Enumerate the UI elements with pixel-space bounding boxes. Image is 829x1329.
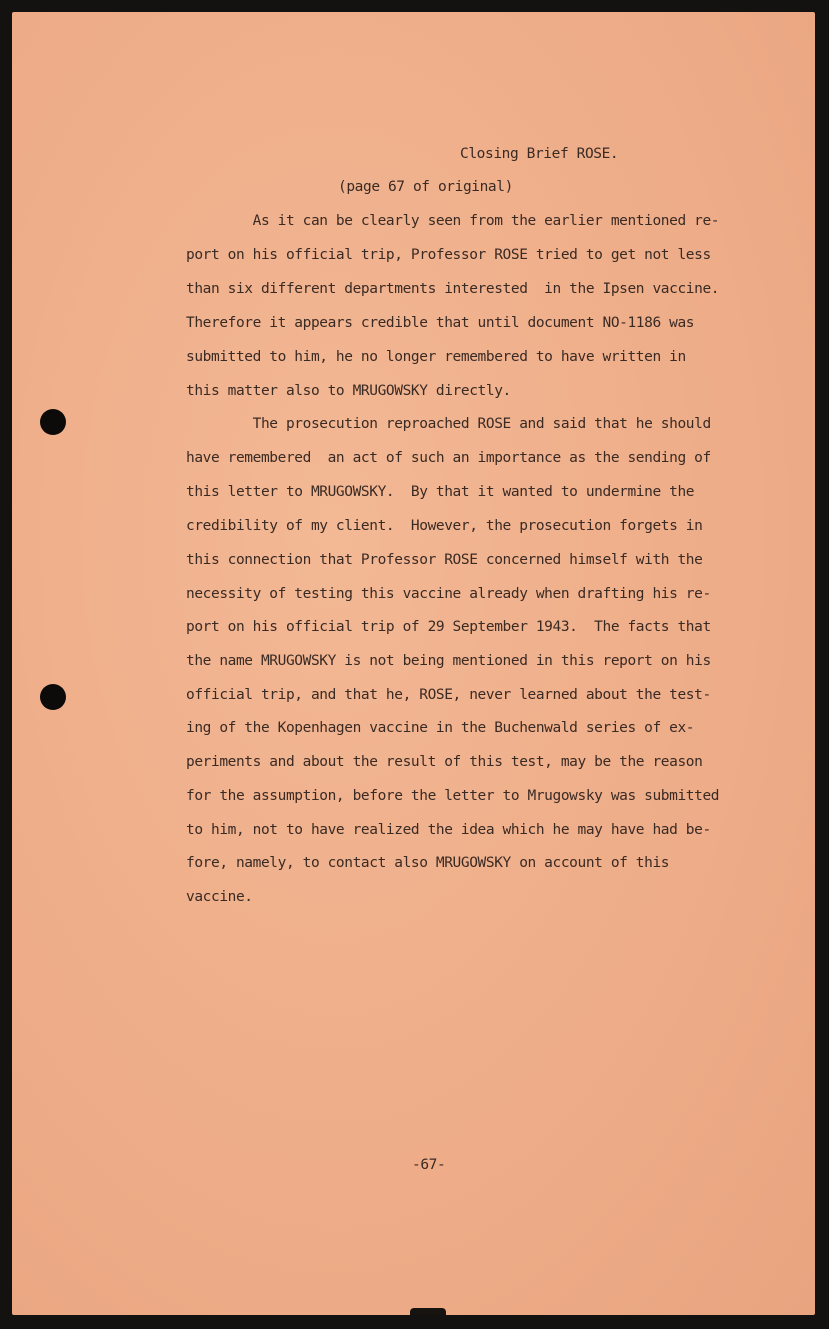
document-page [12,12,815,1315]
binder-tab [410,1308,446,1315]
text-line: The prosecution reproached ROSE and said that he should [186,416,711,432]
text-line: port on his official trip of 29 September 1943. The facts that [186,619,711,635]
text-line: ing of the Kopenhagen vaccine in the Buchenwald series of ex- [186,720,695,736]
text-line: vaccine. [186,889,253,905]
text-line: fore, namely, to contact also MRUGOWSKY on account of this [186,855,670,871]
text-line: to him, not to have realized the idea which he may have had be- [186,822,711,838]
text-line: credibility of my client. However, the prosecution forgets in [186,518,703,534]
text-line: this connection that Professor ROSE concerned himself with the [186,552,703,568]
text-line: this letter to MRUGOWSKY. By that it wanted to undermine the [186,484,695,500]
text-line: the name MRUGOWSKY is not being mentioned in this report on his [186,653,711,669]
document-heading: Closing Brief ROSE. [460,146,619,162]
text-line: port on his official trip, Professor ROSE tried to get not less [186,247,711,263]
text-line: periments and about the result of this test, may be the reason [186,754,703,770]
text-line: official trip, and that he, ROSE, never learned about the test- [186,687,711,703]
punch-hole-upper [40,409,66,435]
text-line: have remembered an act of such an importance as the sending of [186,450,711,466]
text-line: this matter also to MRUGOWSKY directly. [186,383,511,399]
text-line: Therefore it appears credible that until document NO-1186 was [186,315,695,331]
text-line: necessity of testing this vaccine already when drafting his re- [186,586,711,602]
text-line: than six different departments interested in the Ipsen vaccine. [186,281,720,297]
page-number: -67- [412,1157,446,1173]
text-line: As it can be clearly seen from the earlier mentioned re- [186,213,720,229]
text-line: for the assumption, before the letter to Mrugowsky was submitted [186,788,720,804]
punch-hole-lower [40,684,66,710]
document-subheading: (page 67 of original) [338,179,513,195]
text-line: submitted to him, he no longer remembered to have written in [186,349,686,365]
